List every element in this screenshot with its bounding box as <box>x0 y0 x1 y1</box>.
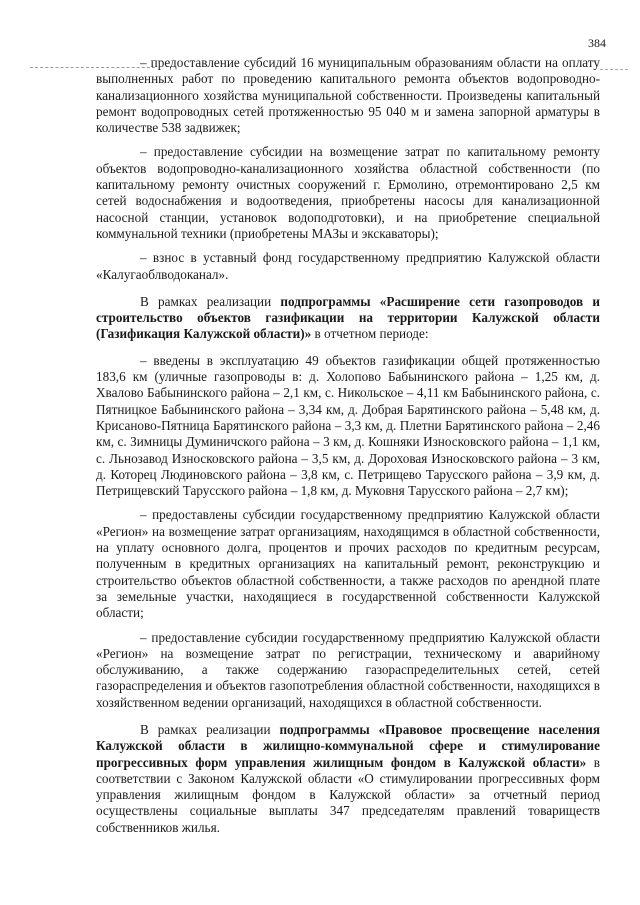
gasification-tail-text: в отчетном периоде: <box>311 326 429 342</box>
paragraph-subsidies-municipal: – предоставление субсидий 16 муниципальным образованиям области на оплату выполненных работ по проведению капитального ремонта объектов водопроводно-канализационного хозяйства муниципальной собственности. Произведены капитальный ремонт водопроводных сетей протяженностью 95 040 м и замена запорной арматуры в количестве 538 задвижек; <box>96 55 600 136</box>
page-number: 384 <box>588 36 606 50</box>
paragraph-gas-objects-commissioned: – введены в эксплуатацию 49 объектов газификации общей протяженностью 183,6 км (уличные газопроводы в: д. Холопово Бабынинского района – 1,25 км, д. Хвалово Бабынинского района – 2,1 км, с. Никольское – 4,11 км Бабынинского района, с. Пятницкое Бабынинского района – 3,34 км, д. Добрая Барятинского района – 5,48 км, д. Крисаново-Пятница Барятинского района – 3,3 км, д. Плетни Барятинского района – 2,46 км, с. Зимницы Думиничского района – 3 км, д. Кошняки Износковского района – 1,1 км, с. Льнозавод Износковского района – 3,5 км, д. Дороховая Износковского района – 3 км, д. Которец Людиновского района – 3,8 км, с. Петрищево Тарусского района – 3,9 км, д. Петрищевский Тарусского района – 1,8 км, д. Муковня Тарусского района – 2,7 км); <box>96 352 600 499</box>
paragraph-subsidy-regional-property: – предоставление субсидии на возмещение затрат по капитальному ремонту объектов водопроводно-канализационного хозяйства областной собственности (по капитальному ремонту очистных сооружений г. Ермолино, отремонтировано 2,5 км сетей водоснабжения и водоотведения, приобретены насосы для канализационной насосной станции, установок водоподготовки), и на приобретение специальной коммунальной техники (приобретены МАЗы и экскаваторы); <box>96 144 600 241</box>
document-body <box>96 55 600 846</box>
scan-artifact-line-right <box>600 69 628 70</box>
paragraph-legal-education-subprogram <box>96 722 600 836</box>
paragraph-charter-fund: – взнос в уставный фонд государственному предприятию Калужской области «Калугаоблводоканал». <box>96 250 600 282</box>
legal-education-subprogram-title: подпрограммы «Правовое просвещение населения Калужской области в жилищно-коммунальной сфере и стимулирование прогрессивных форм управления жилищным фондом в Калужской области» <box>96 721 600 770</box>
paragraph-region-subsidy-maintenance: – предоставление субсидии государственному предприятию Калужской области «Регион» на возмещение затрат по регистрации, техническому и аварийному обслуживанию, а также содержанию газораспределительных сетей, сетей газораспределения и объектов газопотребления областной собственности, находящихся в хозяйственном ведении организаций, находящихся в областной собственности. <box>96 629 600 710</box>
gasification-lead-text: В рамках реализации <box>140 293 281 309</box>
paragraph-region-subsidies-debt: – предоставлены субсидии государственному предприятию Калужской области «Регион» на возмещение затрат организациям, находящимся в областной собственности, на уплату основного долга, процентов и прочих расходов по кредитным ресурсам, полученным в кредитных организациях на капитальный ремонт, реконструкцию и строительство объектов областной собственности, а также расходов по арендной плате за земельные участки, находящиеся в государственной собственности Калужской области; <box>96 507 600 621</box>
legal-education-tail-text: в соответствии с Законом Калужской области «О стимулировании прогрессивных форм управления жилищным фондом в Калужской области» за отчетный период осуществлены социальные выплаты 347 председателям правлений товариществ собственников жилья. <box>96 754 601 835</box>
paragraph-gasification-subprogram <box>96 294 600 343</box>
gasification-subprogram-title: подпрограммы «Расширение сети газопроводов и строительство объектов газификации на территории Калужской области (Газификация Калужской области)» <box>96 293 600 342</box>
legal-education-lead-text: В рамках реализации <box>140 721 280 737</box>
